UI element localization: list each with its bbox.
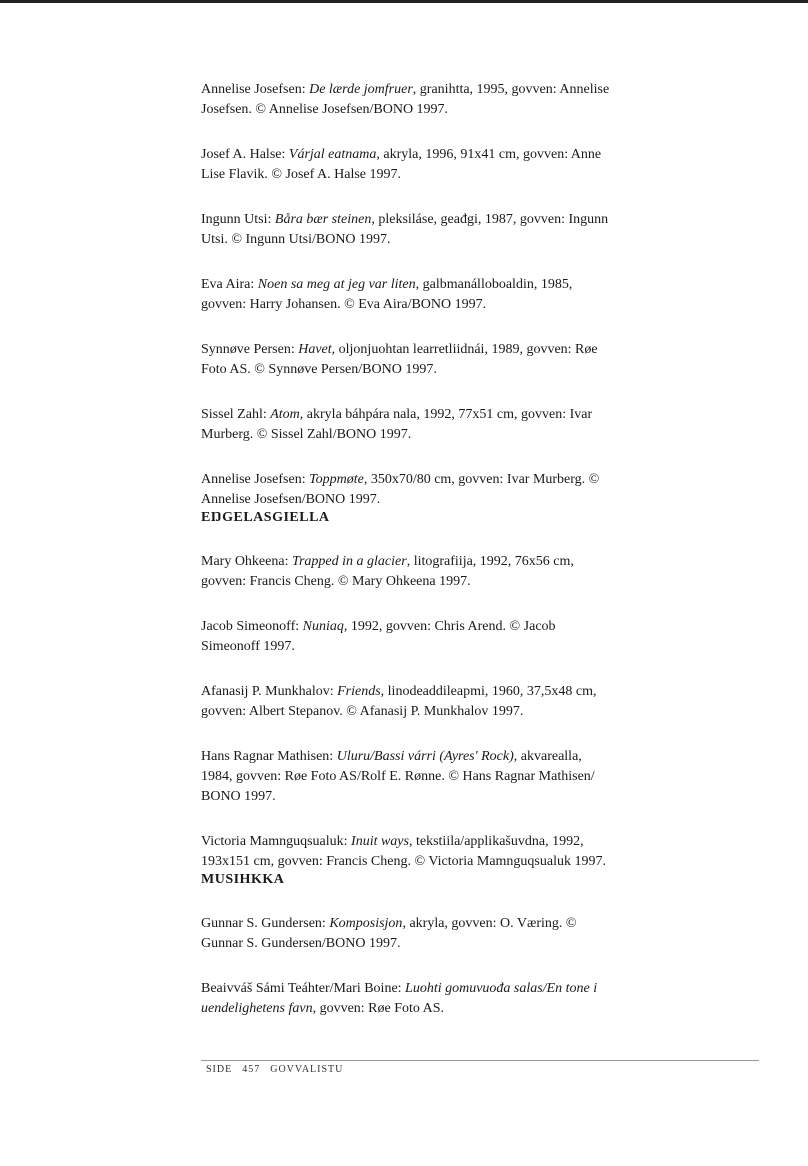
footer-side-label: SIDE (206, 1064, 233, 1075)
caption-entry: Annelise Josefsen: Toppmøte, 350x70/80 cm, govven: Ivar Murberg. © Annelise Josefsen/BONO 1997. (201, 472, 600, 507)
caption-entry: Beaivváš Sámi Teáhter/Mari Boine: Luohti gomuvuođa salas/En tone i uendelighetens favn, govven: Røe Foto AS. (201, 981, 598, 1016)
page-number: 457 (242, 1064, 261, 1075)
caption-entry: Ingunn Utsi: Båra bær steinen, pleksiláse, geađgi, 1987, govven: Ingunn Utsi. © Ingunn Utsi/BONO 1997. (201, 212, 609, 247)
caption-entry: Synnøve Persen: Havet, oljonjuohtan learretliidnái, 1989, govven: Røe Foto AS. © Synnøve Persen/BONO 1997. (201, 342, 598, 377)
caption-entry: Afanasij P. Munkhalov: Friends, linodeaddileapmi, 1960, 37,5x48 cm, govven: Albert Stepanov. © Afanasij P. Munkhalov 1997. (201, 684, 597, 719)
caption-entry: Mary Ohkeena: Trapped in a glacier, litografiija, 1992, 76x56 cm, govven: Francis Cheng. © Mary Ohkeena 1997. (201, 554, 574, 589)
caption-entry: Victoria Mamnguqsualuk: Inuit ways, tekstiila/applikašuvdna, 1992, 193x151 cm, govven: Francis Cheng. © Victoria Mamnguqsualuk 1997. (201, 834, 606, 869)
caption-list (201, 80, 616, 1019)
page-footer (206, 1064, 353, 1075)
section-heading: EŊGELASGIELLA (201, 510, 330, 525)
entries-group-1 (201, 80, 616, 510)
caption-entry: Jacob Simeonoff: Nuniaq, 1992, govven: Chris Arend. © Jacob Simeonoff 1997. (201, 619, 556, 654)
caption-entry: Eva Aira: Noen sa meg at jeg var liten, galbmanálloboaldin, 1985, govven: Harry Johansen. © Eva Aira/BONO 1997. (201, 277, 573, 312)
footer-section: GOVVALISTU (270, 1064, 344, 1075)
caption-entry: Josef A. Halse: Várjal eatnama, akryla, 1996, 91x41 cm, govven: Anne Lise Flavik. © Josef A. Halse 1997. (201, 147, 602, 182)
caption-entry: Annelise Josefsen: De lærde jomfruer, granihtta, 1995, govven: Annelise Josefsen. © Annelise Josefsen/BONO 1997. (201, 82, 610, 117)
caption-entry: Hans Ragnar Mathisen: Uluru/Bassi várri (Ayres' Rock), akvarealla, 1984, govven: Røe Foto AS/Rolf E. Rønne. © Hans Ragnar Mathisen/ BONO 1997. (201, 749, 595, 804)
footer-divider (201, 1060, 759, 1061)
entries-group-3 (201, 914, 616, 1019)
section-heading: MUSIHKKA (201, 872, 285, 887)
caption-entry: Gunnar S. Gundersen: Komposisjon, akryla, govven: O. Væring. © Gunnar S. Gundersen/BONO 1997. (201, 916, 577, 951)
entries-group-2 (201, 552, 616, 872)
caption-entry: Sissel Zahl: Atom, akryla báhpára nala, 1992, 77x51 cm, govven: Ivar Murberg. © Sissel Zahl/BONO 1997. (201, 407, 593, 442)
top-border (0, 0, 808, 3)
